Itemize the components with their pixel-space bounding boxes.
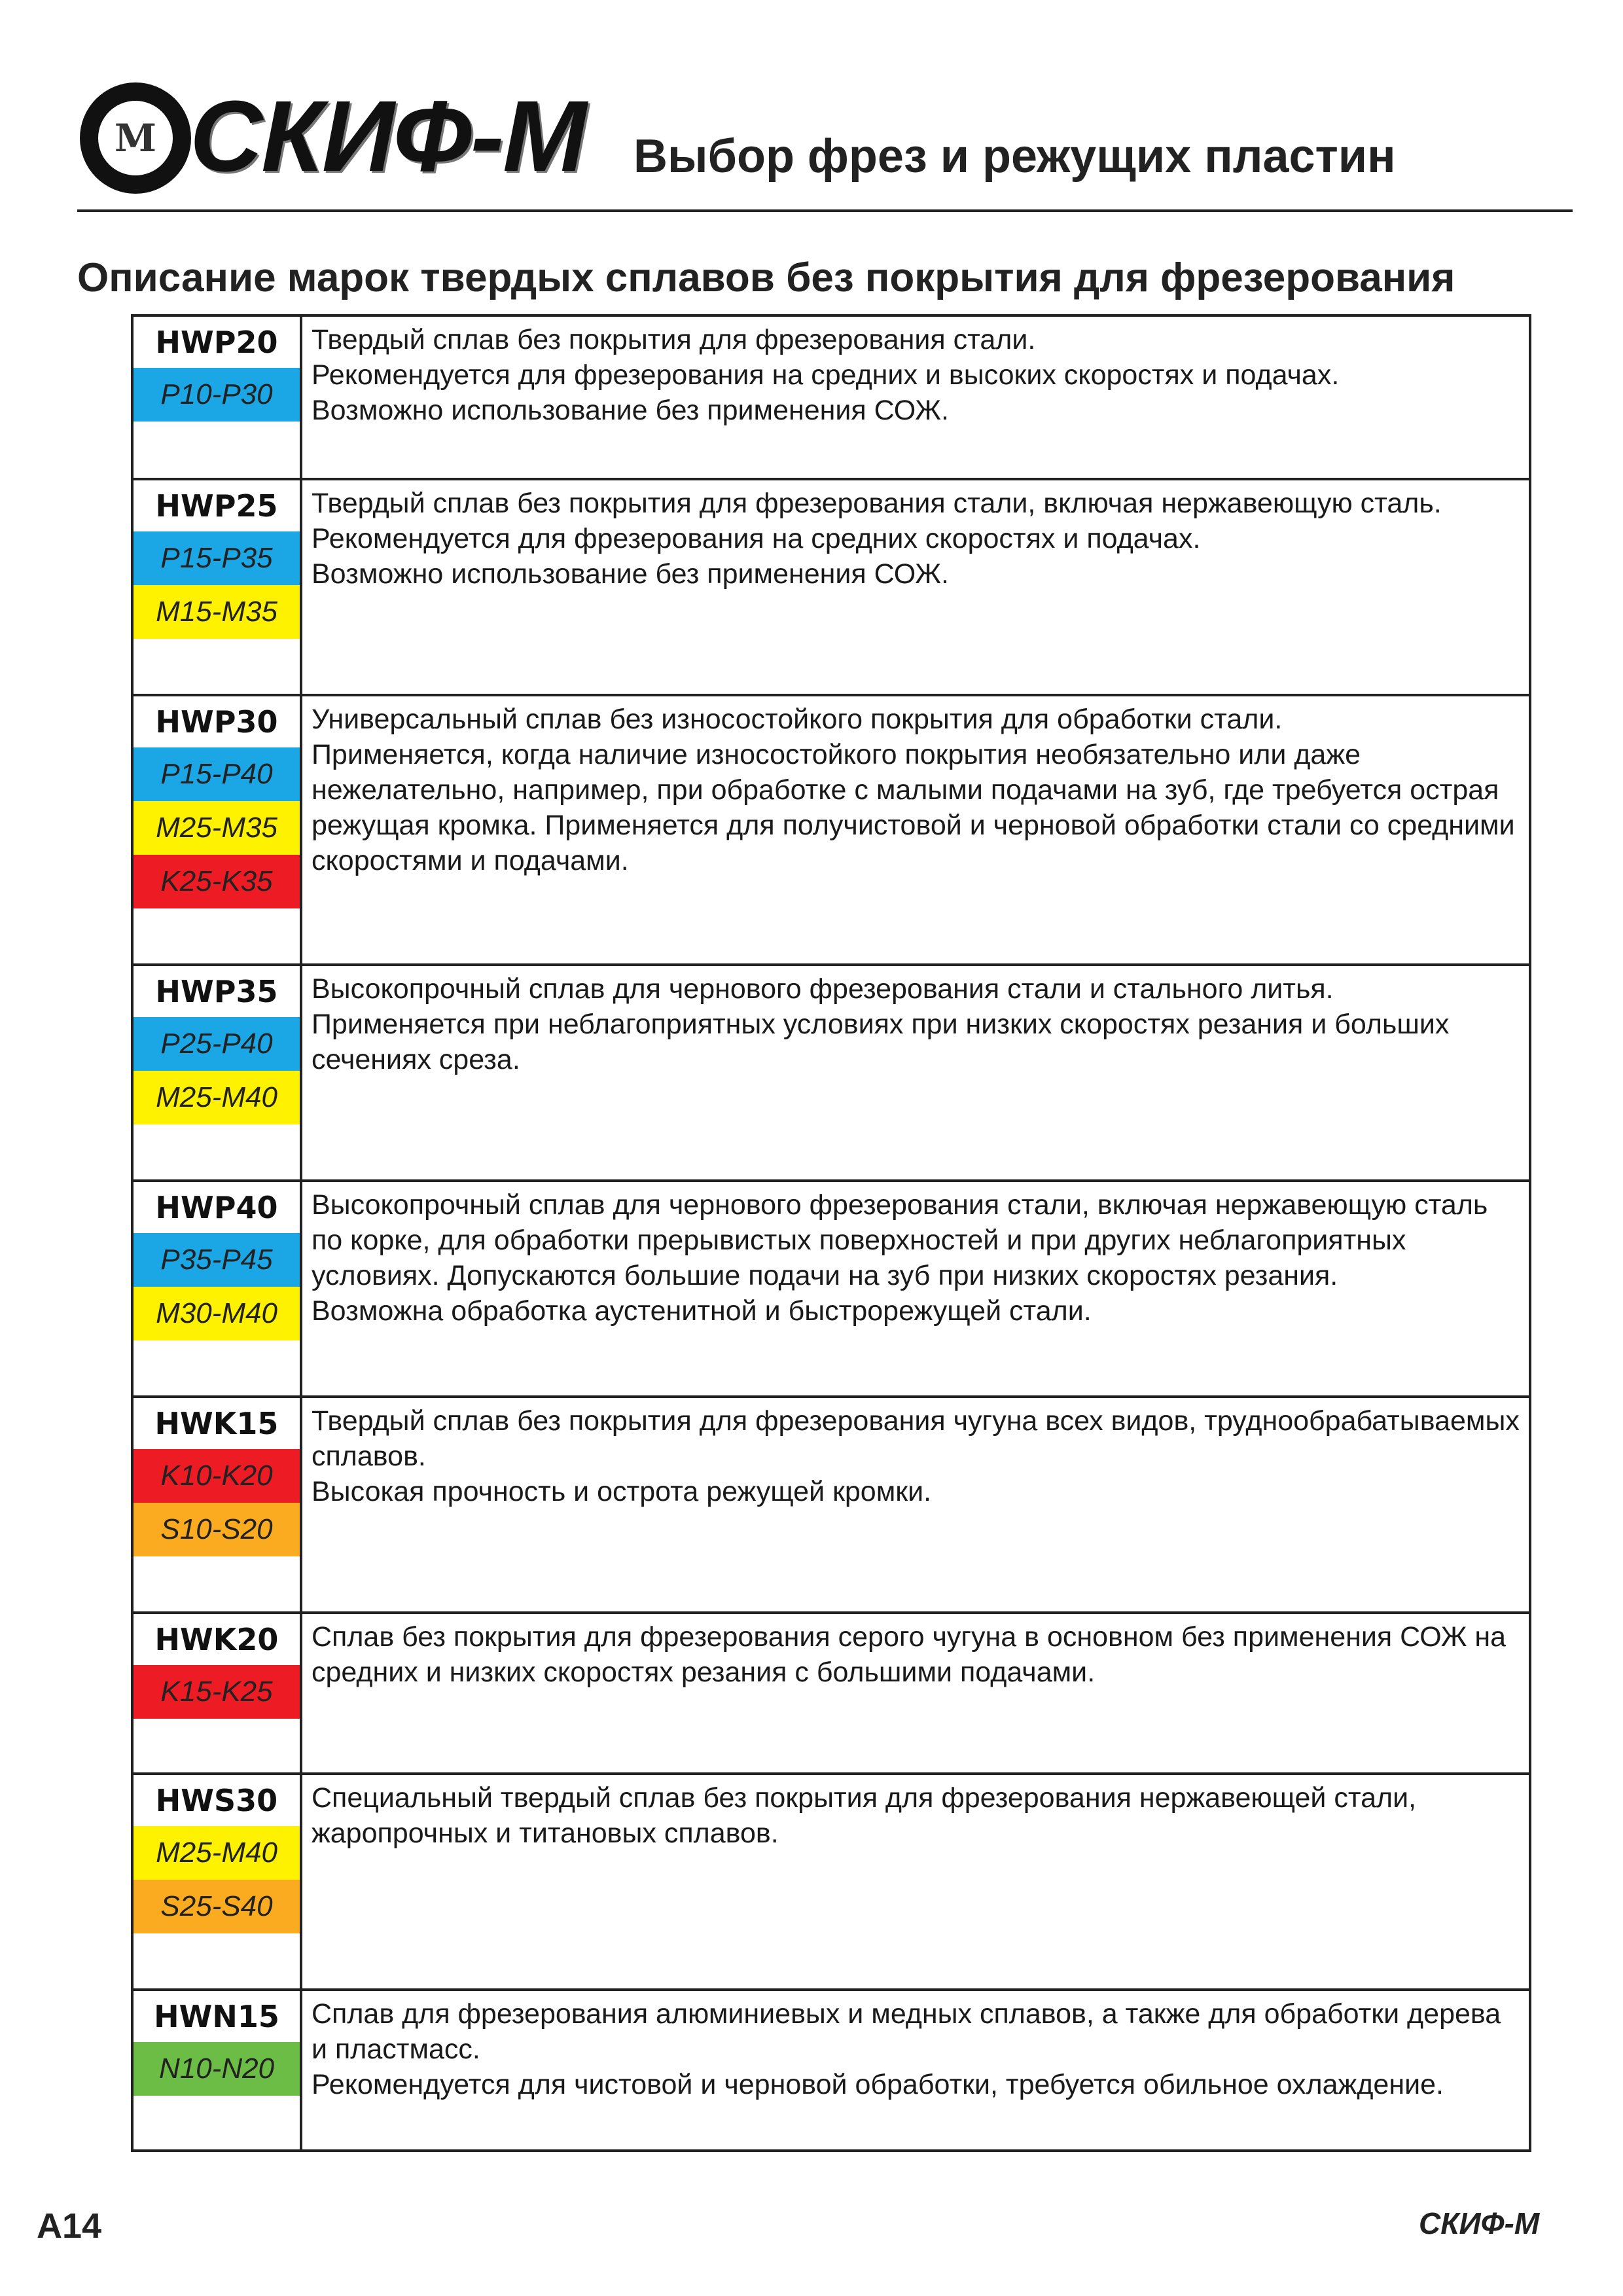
- grade-code: HWP35: [155, 974, 278, 1009]
- grade-code: HWP20: [155, 325, 278, 360]
- iso-range-badge: P15-P40: [134, 747, 300, 801]
- iso-range-badge: K15-K25: [134, 1665, 300, 1719]
- grade-code-cell: [134, 1991, 302, 2149]
- grade-row: [134, 1395, 1529, 1611]
- grade-code: HWP25: [155, 488, 278, 524]
- iso-range-badge: M15-M35: [134, 585, 300, 639]
- header-divider: [77, 209, 1573, 212]
- iso-range-badge: M30-M40: [134, 1287, 300, 1340]
- description-line: Рекомендуется для фрезерования на средних и высоких скоростях и подачах.: [312, 359, 1340, 391]
- description-line: Возможна обработка аустенитной и быстрорежущей стали.: [312, 1295, 1092, 1327]
- description-line: Применяется при неблагоприятных условиях при низких скоростях резания и больших сечениях среза.: [312, 1009, 1450, 1075]
- description-line: Высокая прочность и острота режущей кромки.: [312, 1476, 932, 1507]
- grade-code: HWS30: [155, 1783, 278, 1818]
- description-line: Рекомендуется для фрезерования на средних скоростях и подачах.: [312, 523, 1201, 554]
- iso-range-badge: S10-S20: [134, 1503, 300, 1556]
- grade-description: [302, 1398, 1529, 1611]
- grade-row: [134, 694, 1529, 963]
- grade-code: HWK20: [154, 1622, 279, 1657]
- page-header: [77, 77, 1573, 212]
- grade-code-cell: [134, 696, 302, 963]
- grade-code-cell: [134, 1398, 302, 1611]
- grade-code: HWP30: [155, 704, 278, 740]
- description-line: Высокопрочный сплав для чернового фрезерования стали и стального литья.: [312, 973, 1334, 1005]
- grade-description: [302, 1991, 1529, 2149]
- description-line: Твердый сплав без покрытия для фрезерования чугуна всех видов, труднообрабатываемых сплавов.: [312, 1405, 1520, 1472]
- grade-row: [134, 1772, 1529, 1988]
- grade-code: HWN15: [154, 1999, 279, 2034]
- grade-code-cell: [134, 317, 302, 478]
- section-title: Описание марок твердых сплавов без покрытия для фрезерования: [77, 255, 1455, 300]
- iso-range-badge: P15-P35: [134, 531, 300, 585]
- iso-range-badge: S25-S40: [134, 1880, 300, 1933]
- grade-row: [134, 317, 1529, 478]
- iso-range-badge: P10-P30: [134, 368, 300, 422]
- grade-code-cell: [134, 1614, 302, 1772]
- footer-brand: СКИФ-М: [1419, 2206, 1540, 2240]
- brand-logotype: СКИФ-М: [190, 80, 586, 192]
- description-line: Твердый сплав без покрытия для фрезерования стали.: [312, 324, 1036, 355]
- grade-description: [302, 966, 1529, 1179]
- iso-range-badge: M25-M40: [134, 1826, 300, 1880]
- grade-row: [134, 1179, 1529, 1395]
- iso-range-badge: M25-M40: [134, 1071, 300, 1124]
- grade-description: [302, 317, 1529, 478]
- grade-code-cell: [134, 480, 302, 694]
- description-line: Высокопрочный сплав для чернового фрезерования стали, включая нержавеющую сталь по корке, для обработки прерывистых поверхностей и при других неблагоприятных условиях. Допускаются большие подачи на зуб при низких скоростях резания.: [312, 1189, 1488, 1291]
- grade-description: [302, 1182, 1529, 1395]
- grade-row: [134, 963, 1529, 1179]
- description-line: Сплав для фрезерования алюминиевых и медных сплавов, а также для обработки дерева и пластмасс.: [312, 1998, 1501, 2065]
- iso-range-badge: P35-P45: [134, 1233, 300, 1287]
- grade-code-cell: [134, 966, 302, 1179]
- grade-description: [302, 1775, 1529, 1988]
- iso-range-badge: N10-N20: [134, 2042, 300, 2096]
- grade-description: [302, 696, 1529, 963]
- grade-code: HWK15: [154, 1406, 279, 1441]
- iso-range-badge: M25-M35: [134, 801, 300, 855]
- page-title: Выбор фрез и режущих пластин: [633, 130, 1396, 183]
- logo-letter: М: [114, 116, 157, 160]
- grade-description: [302, 480, 1529, 694]
- description-line: Возможно использование без применения СОЖ.: [312, 395, 949, 426]
- grade-row: [134, 1611, 1529, 1772]
- description-line: Твердый сплав без покрытия для фрезерования стали, включая нержавеющую сталь.: [312, 488, 1442, 519]
- description-line: Универсальный сплав без износостойкого покрытия для обработки стали.: [312, 704, 1283, 735]
- description-line: Применяется, когда наличие износостойкого покрытия необязательно или даже нежелательно, например, при обработке с малыми подачами на зуб, где требуется острая режущая кромка. Применяется для получистовой и черновой обработки стали со средними скоростями и подачами.: [312, 739, 1515, 876]
- grades-table: [131, 314, 1531, 2152]
- grade-code-cell: [134, 1182, 302, 1395]
- description-line: Сплав без покрытия для фрезерования серого чугуна в основном без применения СОЖ на средних и низких скоростях резания с большими подачами.: [312, 1621, 1507, 1688]
- iso-range-badge: K10-K20: [134, 1449, 300, 1503]
- iso-range-badge: K25-K35: [134, 855, 300, 908]
- description-line: Возможно использование без применения СОЖ.: [312, 558, 949, 590]
- grade-code-cell: [134, 1775, 302, 1988]
- grade-code: HWP40: [155, 1190, 278, 1225]
- grade-description: [302, 1614, 1529, 1772]
- grade-row: [134, 1988, 1529, 2149]
- grade-row: [134, 478, 1529, 694]
- description-line: Специальный твердый сплав без покрытия для фрезерования нержавеющей стали, жаропрочных и титановых сплавов.: [312, 1782, 1417, 1849]
- description-line: Рекомендуется для чистовой и черновой обработки, требуется обильное охлаждение.: [312, 2069, 1444, 2100]
- page-number: A14: [37, 2206, 102, 2246]
- iso-range-badge: P25-P40: [134, 1017, 300, 1071]
- logo-icon: [80, 82, 191, 194]
